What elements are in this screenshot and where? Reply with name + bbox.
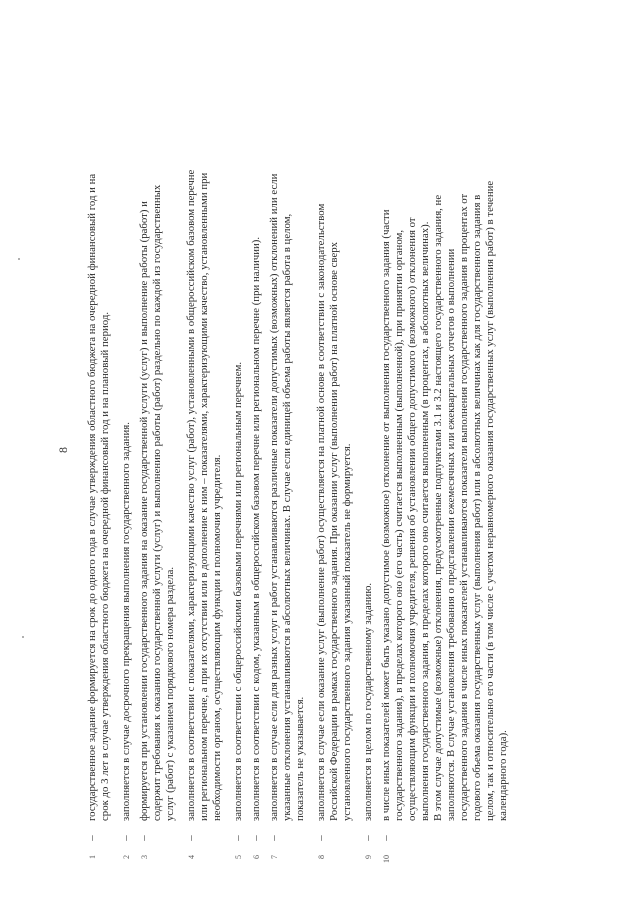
footnote-text	[362, 169, 375, 821]
footnote-dash: –	[315, 835, 327, 841]
page-number: 8	[56, 447, 70, 453]
footnote-text	[315, 169, 354, 821]
footnote-item	[250, 169, 263, 869]
footnote-paragraph: В этом случае допустимые (возможные) отклонения, предусмотренные подпунктами 3.1 и 3.2 настоящего государственного задания, не заполняются. В случае установления требования о представлении ежемесячных или ежеквартальных отчетов о выполнении государственного задания в числе иных показателей устанавливаются показатели выполнения государственного задания в процентах от годового объема оказания государственных услуг (выполнения работ) или в абсолютных величинах как для государственного задания в целом, так и относительно его части (в том числе с учетом неравномерного оказания государственных услуг (выполнения работ) в течение календарного года).	[432, 180, 509, 821]
footnote-paragraph: заполняется в случае досрочного прекращения выполнения государственного задания.	[120, 422, 132, 821]
footnote-dash: –	[250, 835, 262, 841]
footnote-number: 5	[234, 855, 243, 859]
footnote-number: 3	[140, 855, 149, 859]
footnote-dash: –	[362, 835, 374, 841]
footnote-text	[268, 169, 307, 821]
footnote-item	[268, 169, 307, 869]
footnote-item	[138, 169, 177, 869]
footnote-paragraph: государственное задание формируется на срок до одного года в случае утверждения областного бюджета на очередной финансовый год и на срок до 3 лет в случае утверждения областного бюджета на очередной финансовый год и на плановый период.	[86, 173, 111, 821]
footnote-paragraph: заполняется в соответствии с кодом, указанным в общероссийском базовом перечне или региональном перечне (при наличии).	[250, 236, 262, 821]
footnote-paragraph: заполняется в целом по государственному заданию.	[362, 582, 374, 821]
footnote-dash: –	[268, 835, 280, 841]
footnote-dash: –	[138, 835, 150, 841]
footnote-dash: –	[380, 835, 392, 841]
footnote-dash: –	[120, 835, 132, 841]
footnote-number: 4	[187, 855, 196, 859]
footnote-paragraph: формируется при установлении государственного задания на оказание государственной услуги (услуг) и выполнение работы (работ) и содержит требования к оказанию государственной услуги (услуг) и выполнению работы (работ) раздельно по каждой из государственных услуг (работ) с указанием порядкового номера раздела.	[138, 184, 176, 821]
footnote-number: 9	[364, 855, 373, 859]
footnote-item	[232, 169, 245, 869]
footnote-text	[185, 169, 224, 821]
footnote-text	[232, 169, 245, 821]
footnote-number: 6	[252, 855, 261, 859]
scan-speck	[18, 258, 20, 260]
footnote-number: 1	[88, 855, 97, 859]
footnote-item	[86, 169, 112, 869]
footnote-item	[120, 169, 133, 869]
footnote-paragraph: заполняется в соответствии с показателями, характеризующими качество услуг (работ), установленными в общероссийском базовом перечне или региональном перечне, а при их отсутствии или в дополнение к ним – показателями, характеризующими качество, установленными при необходимости органом, осуществляющим функции и полномочия учредителя.	[185, 169, 223, 821]
footnote-text	[138, 169, 177, 821]
footnote-text	[120, 169, 133, 821]
footnote-dash: –	[86, 835, 98, 841]
footnotes-list	[86, 169, 518, 869]
footnote-text	[250, 169, 263, 821]
footnote-number: 8	[317, 855, 326, 859]
footnote-dash: –	[232, 835, 244, 841]
footnote-paragraph: заполняется в случае если для разных услуг и работ устанавливаются различные показатели допустимых (возможных) отклонений или если указанные отклонения устанавливаются в абсолютных величинах. В случае если единицей объема работы является работа в целом, показатель не указывается.	[268, 173, 306, 821]
footnote-number: 10	[382, 855, 391, 863]
footnote-text	[380, 169, 510, 821]
footnote-item	[315, 169, 354, 869]
footnote-number: 7	[270, 855, 279, 859]
footnote-paragraph: в числе иных показателей может быть указано допустимое (возможное) отклонение от выполнения государственного задания (части государственного задания), в пределах которого оно (его часть) считается выполненным (выполненной), при принятии органом, осуществляющим функции и полномочия учредителя, решения об установлении общего допустимого (возможного) отклонения от выполнения государственного задания, в пределах которого оно считается выполненным (в процентах, в абсолютных величинах).	[380, 209, 431, 821]
footnote-paragraph: заполняется в соответствии с общероссийскими базовыми перечнями или региональным перечнем.	[232, 361, 244, 821]
footnote-item	[380, 169, 510, 869]
footnote-item	[185, 169, 224, 869]
scan-speck	[22, 636, 24, 638]
footnote-item	[362, 169, 375, 869]
footnote-number: 2	[122, 855, 131, 859]
footnote-text	[86, 169, 112, 821]
footnote-paragraph: заполняется в случае если оказание услуг (выполнение работ) осуществляется на платной основе в соответствии с законодательством Российской Федерации в рамках государственного задания. При оказании услуг (выполнении работ) на платной основе сверх установленного государственного задания указанный показатель не формируется.	[315, 203, 353, 821]
footnote-dash: –	[185, 835, 197, 841]
